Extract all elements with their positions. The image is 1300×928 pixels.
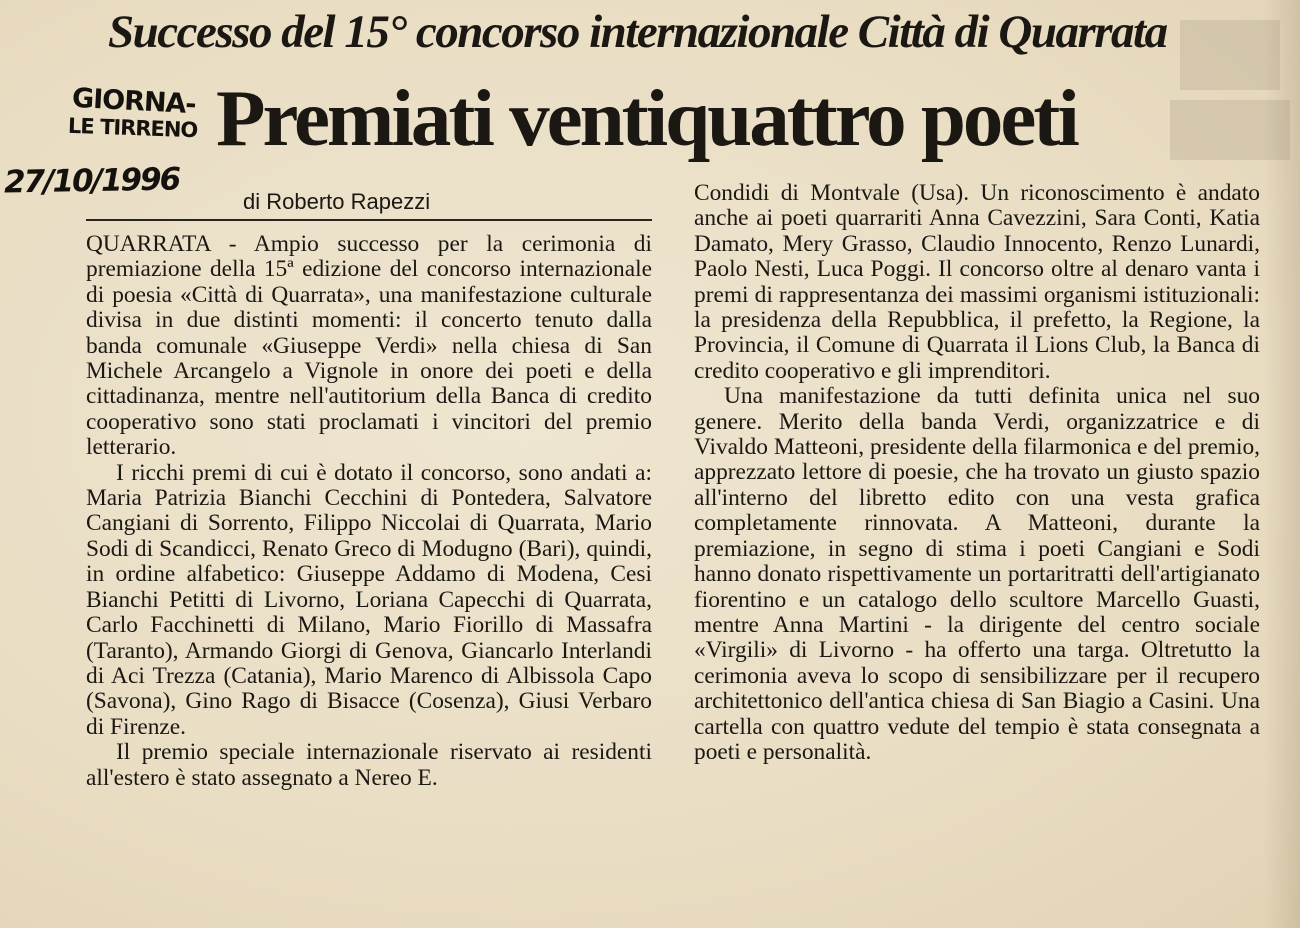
handwritten-newspaper-line2: LE TIRRENO xyxy=(67,113,198,143)
article-kicker: Successo del 15° concorso internazionale Città di Quarrata xyxy=(108,6,1167,58)
article-column-2 xyxy=(694,181,1260,765)
article-headline: Premiati ventiquattro poeti xyxy=(216,73,1077,163)
handwritten-newspaper-line1: GIORNA- xyxy=(71,82,197,121)
handwritten-date: 27/10/1996 xyxy=(3,161,180,201)
article-byline: di Roberto Rapezzi xyxy=(243,189,431,214)
paragraph: QUARRATA - Ampio successo per la cerimonia di premiazione della 15ª edizione del concorso internazionale di poesia «Città di Quarrata», una manifestazione culturale divisa in due distinti momenti: il concerto tenuto dalla banda comunale «Giuseppe Verdi» nella chiesa di San Michele Arcangelo a Vignole in onore dei poeti e della cittadinanza, mentre nell'autitorium della Banca di credito cooperativo sono stati proclamati i vincitori del premio letterario. xyxy=(86,231,652,461)
article-column-1 xyxy=(86,232,652,791)
paragraph: Condidi di Montvale (Usa). Un riconoscimento è andato anche ai poeti quarrariti Anna Cavezzini, Sara Conti, Katia Damato, Mery Grasso, Claudio Innocento, Renzo Lunardi, Paolo Nesti, Luca Poggi. Il concorso oltre al denaro vanta i premi di rappresentanza dei massimi organismi istituzionali: la presidenza della Repubblica, il prefetto, la Regione, la Provincia, il Comune di Quarrata il Lions Club, la Banca di credito cooperativo e gli imprenditori. xyxy=(694,180,1260,384)
paragraph: I ricchi premi di cui è dotato il concorso, sono andati a: Maria Patrizia Bianchi Cecchini di Pontedera, Salvatore Cangiani di Sorrento, Filippo Niccolai di Quarrata, Mario Sodi di Scandicci, Renato Greco di Modugno (Bari), quindi, in ordine alfabetico: Giuseppe Addamo di Modena, Cesi Bianchi Petitti di Livorno, Loriana Capecchi di Quarrata, Carlo Facchinetti di Milano, Mario Fiorillo di Massafra (Taranto), Armando Giorgi di Genova, Giancarlo Interlandi di Aci Trezza (Catania), Mario Marenco di Albissola Capo (Savona), Gino Rago di Bisacce (Cosenza), Giusi Verbaro di Firenze. xyxy=(86,459,652,740)
byline-rule xyxy=(86,219,652,221)
paragraph: Una manifestazione da tutti definita unica nel suo genere. Merito della banda Verdi, organizzatrice e di Vivaldo Matteoni, presidente della filarmonica e del premio, apprezzato lettore di poesie, che ha trovato un giusto spazio all'interno del libretto edito con una vesta grafica completamente rinnovata. A Matteoni, durante la premiazione, in segno di stima i poeti Cangiani e Sodi hanno donato rispettivamente un portaritratti dell'artigianato fiorentino e un catalogo dello scultore Marcello Guasti, mentre Anna Martini - la dirigente del centro sociale «Virgili» di Livorno - ha offerto una targa. Oltretutto la cerimonia aveva lo scopo di sensibilizzare per il recupero architettonico dell'antica chiesa di San Biagio a Casini. Una cartella con quattro vedute del tempio è stata consegnata a poeti e personalità. xyxy=(694,383,1260,765)
paragraph: Il premio speciale internazionale riservato ai residenti all'estero è stato assegnato a Nereo E. xyxy=(86,739,652,791)
